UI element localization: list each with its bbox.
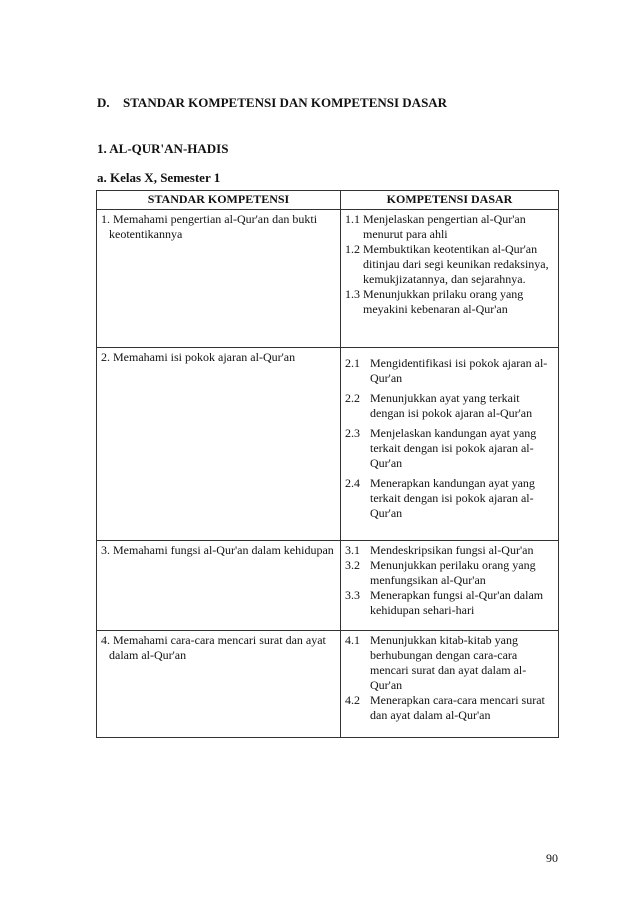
kd-cell xyxy=(341,541,559,631)
kd-text: Menjelaskan kandungan ayat yang terkait dengan isi pokok ajaran al-Qur'an xyxy=(370,426,537,470)
kd-item xyxy=(345,693,552,723)
header-kompetensi-dasar: KOMPETENSI DASAR xyxy=(341,191,559,210)
table-row xyxy=(97,348,559,541)
kd-text: Menerapkan kandungan ayat yang terkait dengan isi pokok ajaran al-Qur'an xyxy=(370,476,535,520)
header-standar-kompetensi: STANDAR KOMPETENSI xyxy=(97,191,341,210)
kd-text: Menunjukkan ayat yang terkait dengan isi pokok ajaran al-Qur'an xyxy=(370,391,533,420)
sk-cell xyxy=(97,210,341,348)
sk-text: 2. Memahami isi pokok ajaran al-Qur'an xyxy=(101,350,296,364)
table-row xyxy=(97,541,559,631)
kd-item xyxy=(345,476,552,521)
kd-number: 2.1 xyxy=(345,356,360,370)
kd-item xyxy=(345,633,552,693)
kd-text: Mengidentifikasi isi pokok ajaran al-Qur'an xyxy=(370,356,548,385)
kd-text: Mendeskripsikan fungsi al-Qur'an xyxy=(370,543,534,557)
kd-item xyxy=(345,242,552,287)
sk-cell xyxy=(97,631,341,738)
competency-table xyxy=(96,190,559,738)
kd-item xyxy=(345,356,552,386)
kd-number: 1.1 xyxy=(345,212,360,226)
sk-cell xyxy=(97,541,341,631)
class-label: a. Kelas X, Semester 1 xyxy=(97,170,221,185)
kd-text: Menerapkan fungsi al-Qur'an dalam kehidupan sehari-hari xyxy=(370,588,544,617)
table-row xyxy=(97,631,559,738)
kd-text: Membuktikan keotentikan al-Qur'an ditinjau dari segi keunikan redaksinya, kemukjizatannya, dan sejarahnya. xyxy=(363,242,549,286)
sk-text: 4. Memahami cara-cara mencari surat dan ayat dalam al-Qur'an xyxy=(101,633,326,662)
page-number: 90 xyxy=(546,851,558,865)
kd-item xyxy=(345,426,552,471)
kd-number: 3.1 xyxy=(345,543,360,557)
kd-text: Menerapkan cara-cara mencari surat dan ayat dalam al-Qur'an xyxy=(370,693,545,722)
kd-cell xyxy=(341,631,559,738)
kd-number: 1.2 xyxy=(345,242,360,256)
table-row xyxy=(97,210,559,348)
sk-text: 3. Memahami fungsi al-Qur'an dalam kehidupan xyxy=(101,543,334,557)
kd-number: 2.4 xyxy=(345,476,360,490)
section-number: D. xyxy=(97,95,110,110)
kd-number: 1.3 xyxy=(345,287,360,301)
kd-text: Menunjukkan kitab-kitab yang berhubungan dengan cara-cara mencari surat dan ayat dalam al-Qur'an xyxy=(370,633,527,692)
kd-text: Menunjukkan prilaku orang yang meyakini kebenaran al-Qur'an xyxy=(363,287,524,316)
kd-number: 3.2 xyxy=(345,558,360,572)
subsection-heading: 1. AL-QUR'AN-HADIS xyxy=(97,141,229,156)
kd-item xyxy=(345,212,552,242)
kd-number: 4.2 xyxy=(345,693,360,707)
table-header-row xyxy=(97,191,559,210)
kd-text: Menjelaskan pengertian al-Qur'an menurut para ahli xyxy=(363,212,526,241)
kd-number: 2.2 xyxy=(345,391,360,405)
kd-text: Menunjukkan perilaku orang yang menfungsikan al-Qur'an xyxy=(370,558,536,587)
kd-number: 4.1 xyxy=(345,633,360,647)
kd-number: 2.3 xyxy=(345,426,360,440)
kd-cell xyxy=(341,210,559,348)
kd-number: 3.3 xyxy=(345,588,360,602)
section-heading xyxy=(97,95,447,111)
sk-cell xyxy=(97,348,341,541)
section-title: STANDAR KOMPETENSI DAN KOMPETENSI DASAR xyxy=(123,95,448,110)
kd-item xyxy=(345,287,552,317)
sk-text: 1. Memahami pengertian al-Qur'an dan bukti keotentikannya xyxy=(101,212,318,241)
kd-cell xyxy=(341,348,559,541)
kd-item xyxy=(345,588,552,618)
kd-item xyxy=(345,543,552,558)
kd-item xyxy=(345,391,552,421)
kd-item xyxy=(345,558,552,588)
